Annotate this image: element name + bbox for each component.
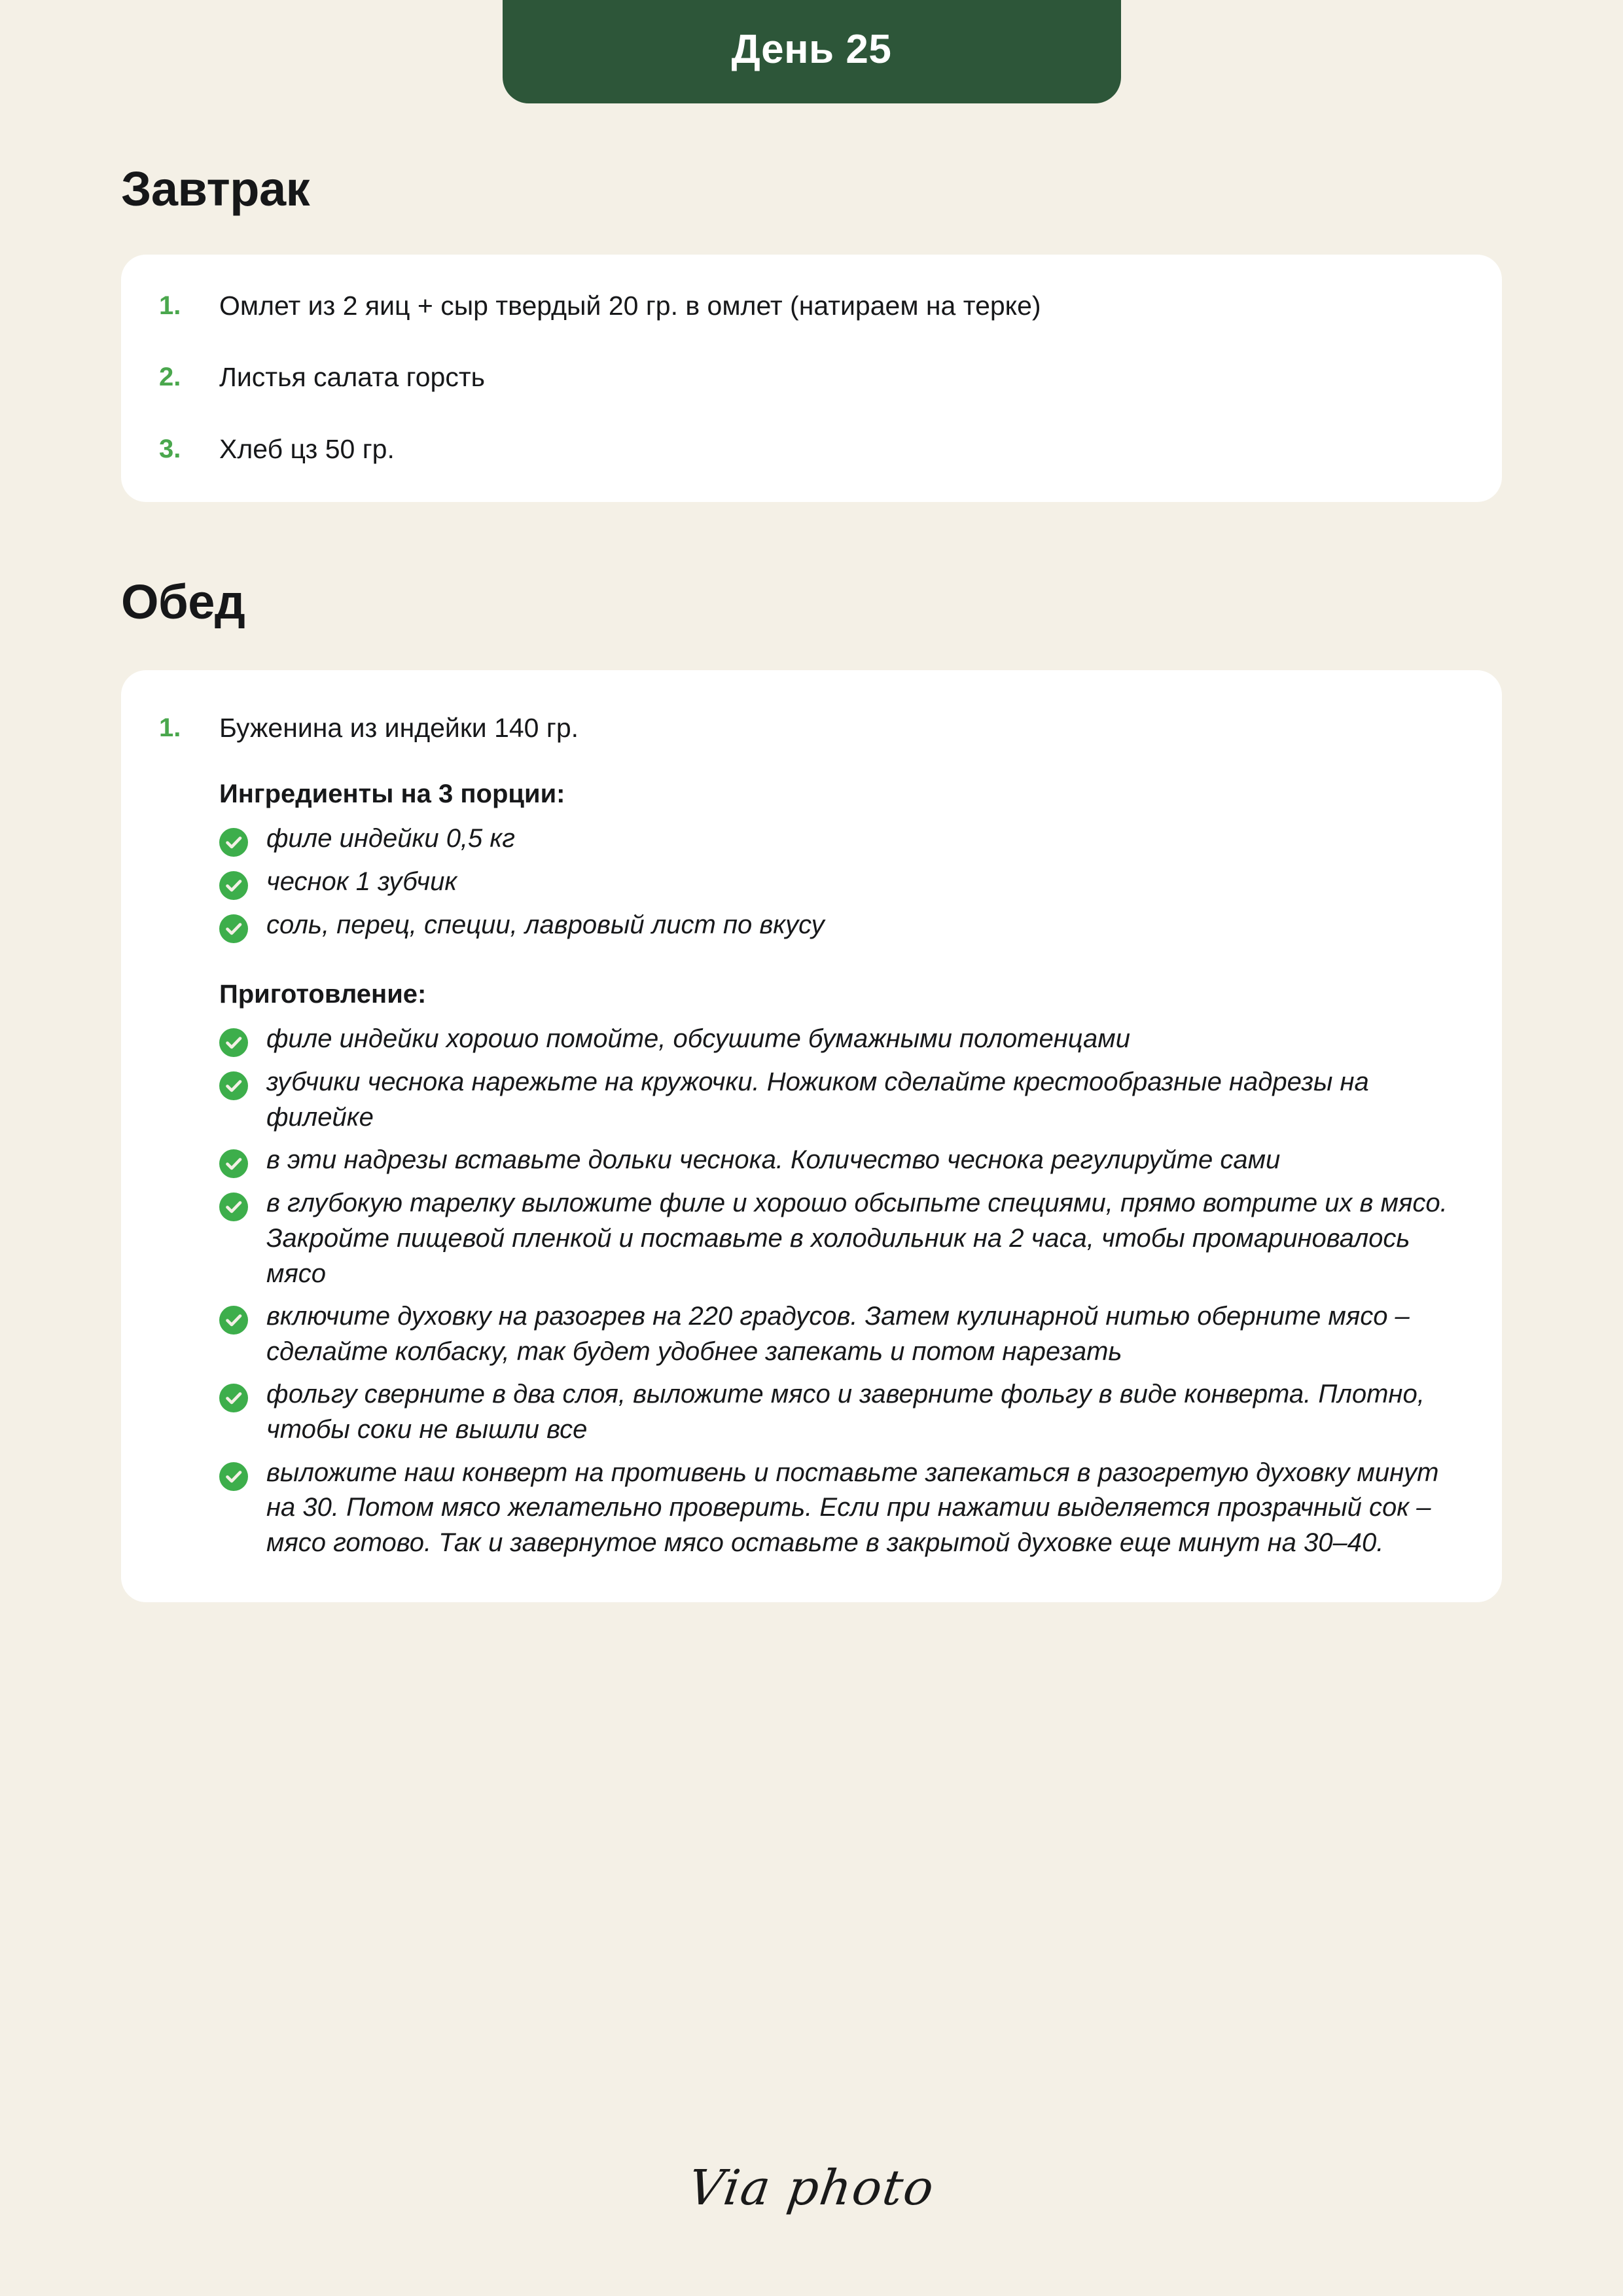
- list-item-text: Омлет из 2 яиц + сыр твердый 20 гр. в омлет (натираем на терке): [219, 291, 1041, 321]
- lunch-card: [121, 670, 1502, 1602]
- list-item-text: соль, перец, специи, лавровый лист по вкусу: [266, 910, 825, 940]
- day-badge-container: [0, 0, 1623, 103]
- list-item-text: фольгу сверните в два слоя, выложите мясо и заверните фольгу в виде конверта. Плотно, чтобы соки не вышли все: [266, 1380, 1425, 1444]
- list-item-text: филе индейки 0,5 кг: [266, 824, 516, 853]
- list-item: [219, 1377, 1464, 1447]
- list-item: [219, 1456, 1464, 1561]
- list-item-text: Листья салата горсть: [219, 362, 485, 393]
- list-item: [219, 1143, 1464, 1178]
- list-item: [219, 865, 1464, 900]
- page-content: [0, 103, 1623, 1602]
- check-circle-icon: [219, 1149, 248, 1178]
- list-item-text: чеснок 1 зубчик: [266, 867, 457, 897]
- list-item: [159, 711, 1464, 745]
- check-circle-icon: [219, 828, 248, 857]
- steps-list: [219, 1022, 1464, 1560]
- list-item: [219, 1186, 1464, 1291]
- check-circle-icon: [219, 871, 248, 900]
- list-item-text: зубчики чеснока нарежьте на кружочки. Ножиком сделайте крестообразные надрезы на филейке: [266, 1067, 1369, 1132]
- check-circle-icon: [219, 1462, 248, 1491]
- check-circle-icon: [219, 1071, 248, 1100]
- check-circle-icon: [219, 1306, 248, 1335]
- check-circle-icon: [219, 914, 248, 943]
- meal-heading-lunch: Обед: [121, 574, 245, 629]
- list-item-text: Хлеб цз 50 гр.: [219, 433, 395, 464]
- lunch-list: [159, 711, 1464, 745]
- list-item-number: 3.: [159, 434, 181, 463]
- recipe-block: [219, 777, 1464, 1560]
- breakfast-card: [121, 255, 1502, 502]
- check-circle-icon: [219, 1384, 248, 1412]
- list-item: [219, 821, 1464, 857]
- list-item-text: в глубокую тарелку выложите филе и хорошо обсыпьте специями, прямо вотрите их в мясо. Закройте пищевой пленкой и поставьте в холодильник на 2 часа, чтобы промариновалось мясо: [266, 1189, 1448, 1288]
- breakfast-list: [159, 289, 1464, 467]
- list-item-text: филе индейки хорошо помойте, обсушите бумажными полотенцами: [266, 1024, 1130, 1054]
- ingredients-list: [219, 821, 1464, 943]
- list-item-number: 1.: [159, 291, 181, 320]
- meal-heading-breakfast: Завтрак: [121, 162, 310, 216]
- check-circle-icon: [219, 1193, 248, 1221]
- watermark-signature: Via photo: [685, 2160, 938, 2216]
- list-item: [219, 1065, 1464, 1135]
- list-item-number: 2.: [159, 363, 181, 392]
- check-circle-icon: [219, 1028, 248, 1057]
- steps-label: Приготовление:: [219, 980, 427, 1009]
- list-item-text: включите духовку на разогрев на 220 градусов. Затем кулинарной нитью оберните мясо – сделайте колбаску, так будет удобнее запекать и потом нарезать: [266, 1302, 1410, 1366]
- list-item: [219, 1299, 1464, 1369]
- list-item-text: выложите наш конверт на противень и поставьте запекаться в разогретую духовку минут на 30. Потом мясо желательно проверить. Если при нажатии выделяется прозрачный сок – мясо готово. Так и завернутое мясо оставьте в закрытой духовке еще минут на 30–40.: [266, 1458, 1439, 1557]
- list-item-text: Буженина из индейки 140 гр.: [219, 712, 579, 743]
- list-item: [159, 432, 1464, 467]
- list-item: [159, 360, 1464, 395]
- day-badge: День 25: [503, 0, 1121, 103]
- list-item: [219, 908, 1464, 943]
- list-item-text: в эти надрезы вставьте дольки чеснока. Количество чеснока регулируйте сами: [266, 1145, 1281, 1175]
- list-item: [219, 1022, 1464, 1057]
- list-item-number: 1.: [159, 713, 181, 742]
- list-item: [159, 289, 1464, 323]
- ingredients-label: Ингредиенты на 3 порции:: [219, 780, 565, 809]
